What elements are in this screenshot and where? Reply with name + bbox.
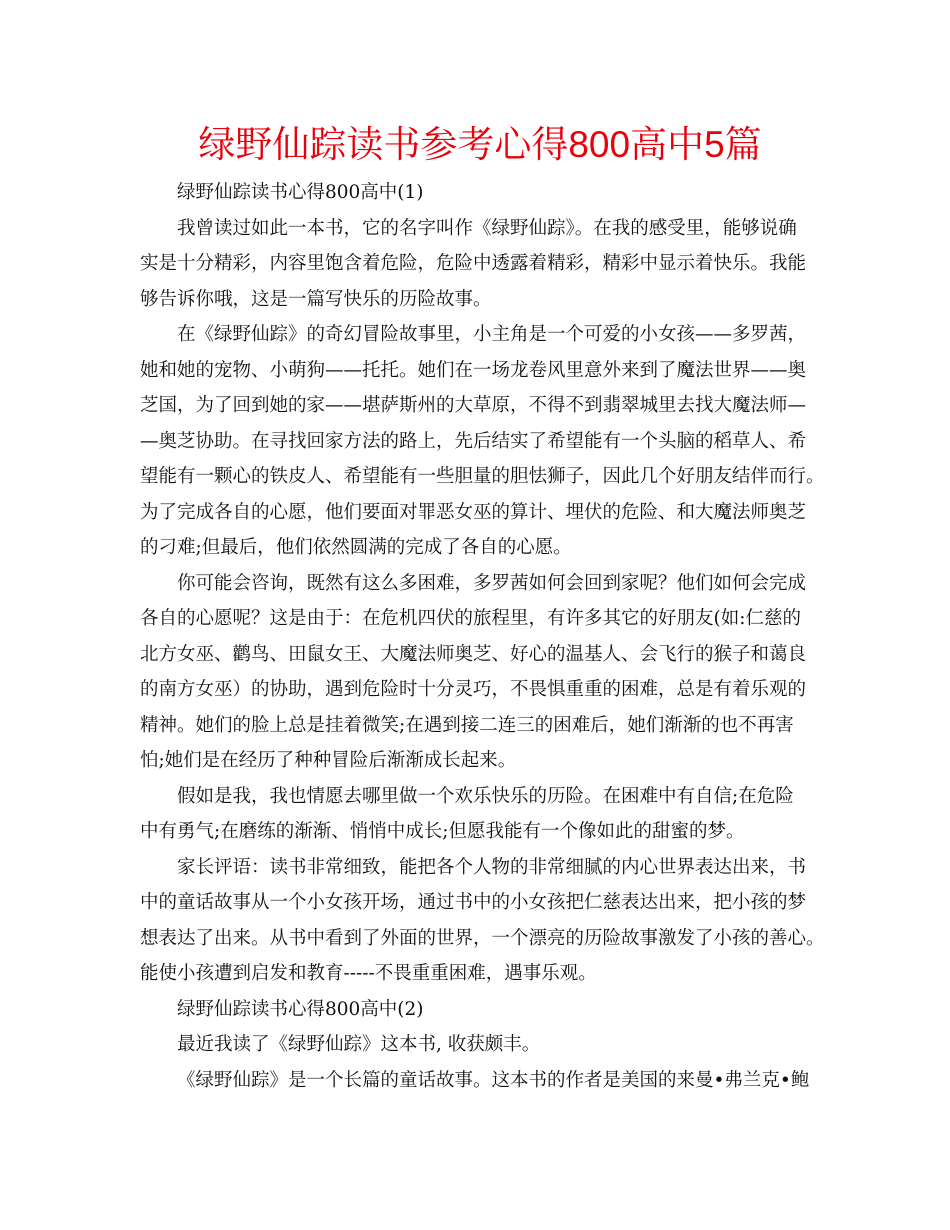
text-line: 各自的心愿呢？这是由于：在危机四伏的旅程里，有许多其它的好朋友(如:仁慈的	[140, 608, 801, 629]
text-line: —奥芝协助。在寻找回家方法的路上，先后结实了希望能有一个头脑的稻草人、希	[140, 430, 807, 452]
text-line: 《绿野仙踪》是一个长篇的童话故事。这本书的作者是美国的来曼•弗兰克•鲍	[177, 1069, 810, 1091]
text-line: 绿野仙踪读书心得800高中(2)	[177, 998, 424, 1020]
text-line: 中有勇气;在磨练的渐渐、悄悄中成长;但愿我能有一个像如此的甜蜜的梦。	[140, 821, 745, 842]
text-line: 你可能会咨询，既然有这么多困难，多罗茜如何会回到家呢？他们如何会完成	[177, 572, 807, 594]
text-line: 她和她的宠物、小萌狗——托托。她们在一场龙卷风里意外来到了魔法世界——奥	[140, 359, 807, 381]
text-line: 精神。她们的脸上总是挂着微笑;在遇到接二连三的困难后，她们渐渐的也不再害	[140, 714, 794, 736]
text-line: 北方女巫、鹳鸟、田鼠女王、大魔法师奥芝、好心的温基人、会飞行的猴子和蔼良	[140, 643, 807, 665]
text-line: 的南方女巫）的协助，遇到危险时十分灵巧，不畏惧重重的困难，总是有着乐观的	[140, 679, 807, 700]
text-line: 绿野仙踪读书心得800高中(1)	[177, 182, 424, 203]
text-line: 芝国，为了回到她的家——堪萨斯州的大草原，不得不到翡翠城里去找大魔法师—	[140, 395, 807, 416]
text-line: 假如是我，我也情愿去哪里做一个欢乐快乐的历险。在困难中有自信;在危险	[177, 785, 794, 807]
text-line: 我曾读过如此一本书，它的名字叫作《绿野仙踪》。在我的感受里，能够说确	[177, 217, 797, 239]
text-line: 怕;她们是在经历了种种冒险后渐渐成长起来。	[140, 750, 517, 771]
text-line: 想表达了出来。从书中看到了外面的世界，一个漂亮的历险故事激发了小孩的善心。	[140, 927, 825, 949]
text-line: 中的童话故事从一个小女孩开场，通过书中的小女孩把仁慈表达出来，把小孩的梦	[140, 892, 807, 913]
document-page	[140, 115, 825, 1098]
text-line: 最近我读了《绿野仙踪》这本书, 收获颇丰。	[177, 1034, 541, 1055]
text-line: 的刁难;但最后，他们依然圆满的完成了各自的心愿。	[140, 537, 572, 558]
text-line: 望能有一颗心的铁皮人、希望能有一些胆量的胆怯狮子，因此几个好朋友结伴而行。	[140, 466, 825, 487]
text-line: 家长评语：读书非常细致，能把各个人物的非常细腻的内心世界表达出来，书	[177, 856, 807, 878]
text-line: 够告诉你哦，这是一篇写快乐的历险故事。	[140, 288, 492, 310]
text-line: 实是十分精彩，内容里饱含着危险，危险中透露着精彩，精彩中显示着快乐。我能	[140, 253, 807, 274]
text-line: 为了完成各自的心愿，他们要面对罪恶女巫的算计、埋伏的危险、和大魔法师奥芝	[140, 501, 807, 523]
document-body	[140, 175, 825, 1098]
document-title: 绿野仙踪读书参考心得800高中5篇	[198, 124, 762, 165]
text-line: 能使小孩遭到启发和教育-----不畏重重困难，遇事乐观。	[140, 963, 597, 984]
text-line: 在《绿野仙踪》的奇幻冒险故事里，小主角是一个可爱的小女孩——多罗茜，	[177, 324, 807, 345]
